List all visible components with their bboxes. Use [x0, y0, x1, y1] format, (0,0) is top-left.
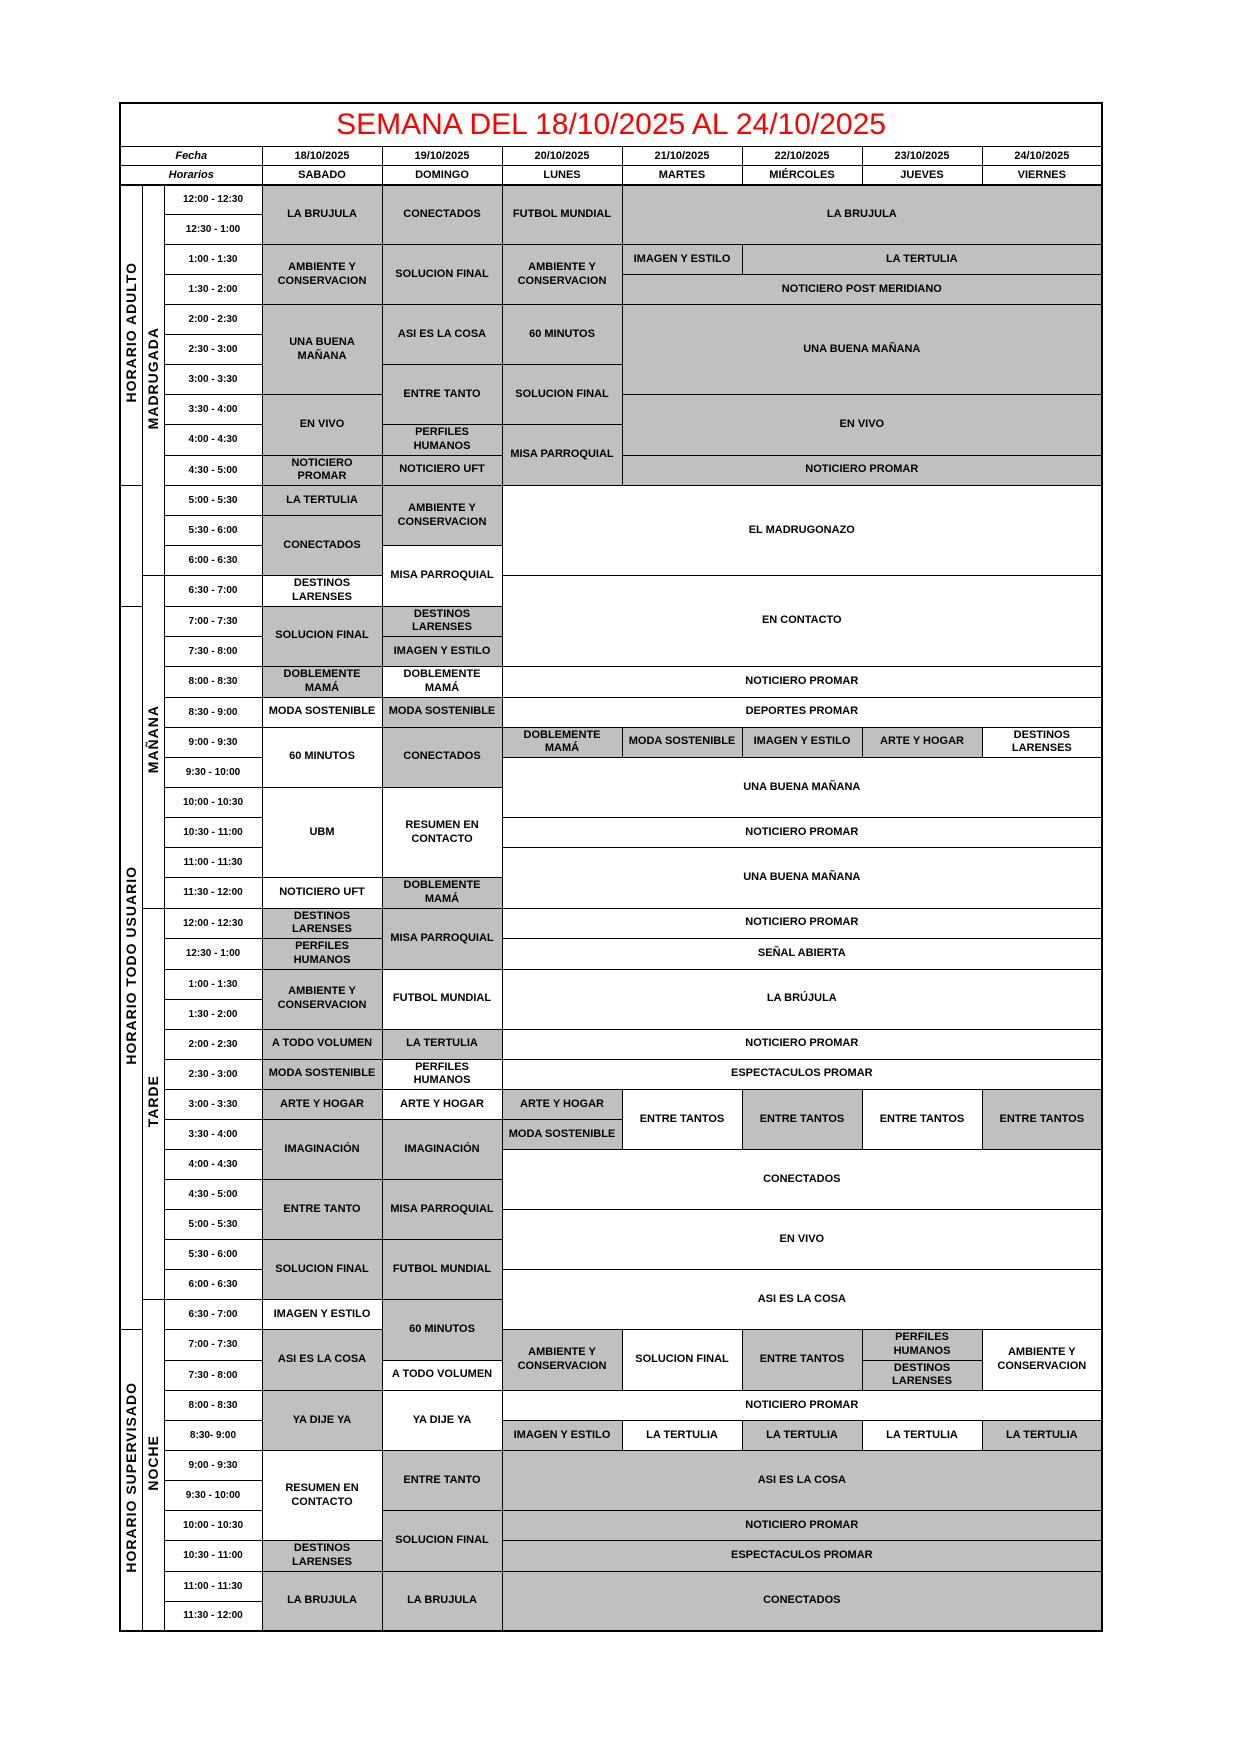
time-slot: 10:30 - 11:00: [164, 818, 262, 848]
program-cell: ENTRE TANTOS: [622, 1090, 742, 1150]
time-slot: 5:00 - 5:30: [164, 1210, 262, 1240]
program-cell: DESTINOS LARENSES: [382, 606, 502, 637]
time-slot: 11:30 - 12:00: [164, 1601, 262, 1631]
schedule-row: [120, 185, 1102, 215]
program-cell: 60 MINUTOS: [382, 1300, 502, 1361]
time-slot: 3:30 - 4:00: [164, 395, 262, 425]
program-cell: DESTINOS LARENSES: [262, 576, 382, 607]
time-slot: 8:00 - 8:30: [164, 1391, 262, 1421]
program-cell: CONECTADOS: [502, 1571, 1102, 1631]
program-cell: SOLUCION FINAL: [262, 1240, 382, 1300]
section-label: [120, 606, 142, 1330]
schedule-row: [120, 908, 1102, 939]
program-cell: ASI ES LA COSA: [502, 1270, 1102, 1330]
date-header: 20/10/2025: [502, 147, 622, 166]
schedule-row: [120, 667, 1102, 698]
time-slot: 12:00 - 12:30: [164, 908, 262, 939]
period-label-text: MADRUGADA: [145, 326, 161, 429]
program-cell: A TODO VOLUMEN: [262, 1029, 382, 1059]
day-row: [120, 166, 1102, 185]
time-slot: 4:00 - 4:30: [164, 425, 262, 456]
program-cell: DESTINOS LARENSES: [982, 727, 1102, 758]
time-slot: 6:00 - 6:30: [164, 546, 262, 576]
program-cell: IMAGEN Y ESTILO: [502, 1421, 622, 1451]
schedule-row: [120, 727, 1102, 758]
time-slot: 9:30 - 10:00: [164, 758, 262, 788]
program-cell: ASI ES LA COSA: [262, 1330, 382, 1391]
program-cell: ENTRE TANTOS: [742, 1090, 862, 1150]
day-header: MIÉRCOLES: [742, 166, 862, 185]
program-cell: LA BRUJULA: [622, 185, 1102, 245]
program-cell: LA TERTULIA: [382, 1029, 502, 1059]
program-cell: ESPECTACULOS PROMAR: [502, 1541, 1102, 1572]
schedule-row: [120, 1090, 1102, 1120]
period-label-text: TARDE: [145, 1075, 161, 1128]
schedule-row: [120, 969, 1102, 999]
time-slot: 5:00 - 5:30: [164, 486, 262, 516]
program-cell: NOTICIERO PROMAR: [502, 1511, 1102, 1541]
section-label: [120, 1330, 142, 1632]
program-cell: FUTBOL MUNDIAL: [502, 185, 622, 245]
program-cell: FUTBOL MUNDIAL: [382, 969, 502, 1029]
time-slot: 1:00 - 1:30: [164, 969, 262, 999]
program-cell: DOBLEMENTE MAMÁ: [502, 727, 622, 758]
date-header: 18/10/2025: [262, 147, 382, 166]
section-label-text: HORARIO ADULTO: [123, 262, 140, 403]
schedule-row: [120, 1029, 1102, 1059]
period-label-text: NOCHE: [145, 1434, 161, 1491]
time-slot: 12:30 - 1:00: [164, 215, 262, 245]
program-cell: ESPECTACULOS PROMAR: [502, 1059, 1102, 1090]
program-cell: LA TERTULIA: [862, 1421, 982, 1451]
program-cell: PERFILES HUMANOS: [382, 425, 502, 456]
program-cell: SOLUCION FINAL: [502, 365, 622, 425]
schedule-row: [120, 305, 1102, 335]
time-slot: 11:00 - 11:30: [164, 848, 262, 878]
time-slot: 1:30 - 2:00: [164, 275, 262, 305]
program-cell: CONECTADOS: [502, 1150, 1102, 1210]
program-cell: SOLUCION FINAL: [622, 1330, 742, 1391]
program-cell: MODA SOSTENIBLE: [262, 697, 382, 727]
program-cell: PERFILES HUMANOS: [262, 939, 382, 970]
program-cell: DESTINOS LARENSES: [262, 908, 382, 939]
program-cell: MODA SOSTENIBLE: [502, 1120, 622, 1150]
program-cell: DESTINOS LARENSES: [262, 1541, 382, 1572]
time-slot: 1:00 - 1:30: [164, 245, 262, 275]
program-cell: AMBIENTE Y CONSERVACION: [262, 245, 382, 305]
program-cell: IMAGEN Y ESTILO: [382, 637, 502, 667]
program-cell: NOTICIERO POST MERIDIANO: [622, 275, 1102, 305]
program-cell: MISA PARROQUIAL: [502, 425, 622, 486]
time-slot: 9:00 - 9:30: [164, 1451, 262, 1481]
program-cell: SOLUCION FINAL: [382, 1511, 502, 1572]
section-label-text: HORARIO SUPERVISADO: [123, 1382, 140, 1573]
program-cell: NOTICIERO PROMAR: [502, 667, 1102, 698]
program-cell: UBM: [262, 788, 382, 878]
time-slot: 2:00 - 2:30: [164, 305, 262, 335]
period-label: [142, 1300, 164, 1632]
weekly-schedule-table: [119, 102, 1103, 1632]
period-label: [142, 185, 164, 576]
program-cell: EN VIVO: [622, 395, 1102, 456]
program-cell: ENTRE TANTO: [382, 365, 502, 425]
time-slot: 5:30 - 6:00: [164, 1240, 262, 1270]
schedule-row: [120, 576, 1102, 607]
time-slot: 6:30 - 7:00: [164, 1300, 262, 1330]
date-header: 24/10/2025: [982, 147, 1102, 166]
program-cell: ASI ES LA COSA: [382, 305, 502, 365]
program-cell: NOTICIERO UFT: [382, 455, 502, 486]
program-cell: LA BRUJULA: [262, 185, 382, 245]
time-slot: 12:00 - 12:30: [164, 185, 262, 215]
program-cell: PERFILES HUMANOS: [862, 1330, 982, 1361]
program-cell: EN CONTACTO: [502, 576, 1102, 667]
program-cell: NOTICIERO UFT: [262, 878, 382, 909]
program-cell: DOBLEMENTE MAMÁ: [262, 667, 382, 698]
program-cell: YA DIJE YA: [262, 1391, 382, 1451]
time-slot: 7:30 - 8:00: [164, 637, 262, 667]
program-cell: SEÑAL ABIERTA: [502, 939, 1102, 970]
program-cell: FUTBOL MUNDIAL: [382, 1240, 502, 1300]
program-cell: MISA PARROQUIAL: [382, 908, 502, 969]
schedule-row: [120, 939, 1102, 970]
program-cell: AMBIENTE Y CONSERVACION: [502, 1330, 622, 1391]
program-cell: IMAGEN Y ESTILO: [622, 245, 742, 275]
time-slot: 3:00 - 3:30: [164, 365, 262, 395]
fecha-label: Fecha: [120, 147, 262, 166]
program-cell: LA TERTULIA: [742, 245, 1102, 275]
time-slot: 7:00 - 7:30: [164, 1330, 262, 1361]
program-cell: SOLUCION FINAL: [262, 606, 382, 667]
day-header: JUEVES: [862, 166, 982, 185]
time-slot: 2:00 - 2:30: [164, 1029, 262, 1059]
program-cell: DOBLEMENTE MAMÁ: [382, 878, 502, 909]
time-slot: 10:30 - 11:00: [164, 1541, 262, 1572]
schedule-row: [120, 1391, 1102, 1421]
date-header: 23/10/2025: [862, 147, 982, 166]
program-cell: MODA SOSTENIBLE: [262, 1059, 382, 1090]
period-label: [142, 576, 164, 909]
program-cell: IMAGEN Y ESTILO: [262, 1300, 382, 1330]
program-cell: ENTRE TANTO: [382, 1451, 502, 1511]
program-cell: RESUMEN EN CONTACTO: [262, 1451, 382, 1541]
program-cell: NOTICIERO PROMAR: [262, 455, 382, 486]
program-cell: MISA PARROQUIAL: [382, 1180, 502, 1240]
program-cell: NOTICIERO PROMAR: [502, 908, 1102, 939]
time-slot: 9:00 - 9:30: [164, 727, 262, 758]
time-slot: 2:30 - 3:00: [164, 335, 262, 365]
program-cell: ENTRE TANTOS: [742, 1330, 862, 1391]
program-cell: MODA SOSTENIBLE: [622, 727, 742, 758]
program-cell: SOLUCION FINAL: [382, 245, 502, 305]
date-row: [120, 147, 1102, 166]
program-cell: IMAGEN Y ESTILO: [742, 727, 862, 758]
time-slot: 2:30 - 3:00: [164, 1059, 262, 1090]
date-header: 19/10/2025: [382, 147, 502, 166]
day-header: SABADO: [262, 166, 382, 185]
program-cell: ASI ES LA COSA: [502, 1451, 1102, 1511]
time-slot: 9:30 - 10:00: [164, 1481, 262, 1511]
section-label-text: HORARIO TODO USUARIO: [123, 865, 140, 1065]
program-cell: DOBLEMENTE MAMÁ: [382, 667, 502, 698]
time-slot: 4:30 - 5:00: [164, 1180, 262, 1210]
time-slot: 11:00 - 11:30: [164, 1571, 262, 1601]
program-cell: AMBIENTE Y CONSERVACION: [982, 1330, 1102, 1391]
program-cell: ARTE Y HOGAR: [262, 1090, 382, 1120]
program-cell: CONECTADOS: [382, 185, 502, 245]
program-cell: NOTICIERO PROMAR: [502, 1391, 1102, 1421]
time-slot: 5:30 - 6:00: [164, 516, 262, 546]
schedule-body: [120, 185, 1102, 1632]
program-cell: AMBIENTE Y CONSERVACION: [382, 486, 502, 546]
schedule-row: [120, 486, 1102, 516]
program-cell: NOTICIERO PROMAR: [622, 455, 1102, 486]
schedule-row: [120, 1330, 1102, 1361]
program-cell: ENTRE TANTOS: [862, 1090, 982, 1150]
day-header: MARTES: [622, 166, 742, 185]
time-slot: 1:30 - 2:00: [164, 999, 262, 1029]
program-cell: LA BRÚJULA: [502, 969, 1102, 1029]
page-title: SEMANA DEL 18/10/2025 AL 24/10/2025: [120, 103, 1102, 147]
time-slot: 6:00 - 6:30: [164, 1270, 262, 1300]
day-header: VIERNES: [982, 166, 1102, 185]
program-cell: AMBIENTE Y CONSERVACION: [262, 969, 382, 1029]
time-slot: 8:30 - 9:00: [164, 697, 262, 727]
title-row: [120, 103, 1102, 147]
day-header: DOMINGO: [382, 166, 502, 185]
program-cell: UNA BUENA MAÑANA: [502, 848, 1102, 909]
program-cell: EN VIVO: [502, 1210, 1102, 1270]
program-cell: IMAGINACIÓN: [382, 1120, 502, 1180]
time-slot: 10:00 - 10:30: [164, 1511, 262, 1541]
program-cell: ENTRE TANTO: [262, 1180, 382, 1240]
program-cell: A TODO VOLUMEN: [382, 1360, 502, 1391]
time-slot: 4:30 - 5:00: [164, 455, 262, 486]
date-header: 21/10/2025: [622, 147, 742, 166]
program-cell: DESTINOS LARENSES: [862, 1360, 982, 1391]
program-cell: DEPORTES PROMAR: [502, 697, 1102, 727]
program-cell: ARTE Y HOGAR: [862, 727, 982, 758]
program-cell: IMAGINACIÓN: [262, 1120, 382, 1180]
program-cell: CONECTADOS: [382, 727, 502, 788]
program-cell: RESUMEN EN CONTACTO: [382, 788, 502, 878]
time-slot: 7:00 - 7:30: [164, 606, 262, 637]
program-cell: NOTICIERO PROMAR: [502, 1029, 1102, 1059]
program-cell: LA BRUJULA: [262, 1571, 382, 1631]
time-slot: 8:00 - 8:30: [164, 667, 262, 698]
program-cell: LA BRUJULA: [382, 1571, 502, 1631]
program-cell: ENTRE TANTOS: [982, 1090, 1102, 1150]
program-cell: UNA BUENA MAÑANA: [622, 305, 1102, 395]
day-header: LUNES: [502, 166, 622, 185]
date-header: 22/10/2025: [742, 147, 862, 166]
program-cell: UNA BUENA MAÑANA: [502, 758, 1102, 818]
time-slot: 6:30 - 7:00: [164, 576, 262, 607]
schedule-row: [120, 1059, 1102, 1090]
program-cell: UNA BUENA MAÑANA: [262, 305, 382, 395]
program-cell: LA TERTULIA: [982, 1421, 1102, 1451]
time-slot: 11:30 - 12:00: [164, 878, 262, 909]
time-slot: 4:00 - 4:30: [164, 1150, 262, 1180]
period-label-text: MAÑANA: [145, 705, 161, 774]
program-cell: LA TERTULIA: [742, 1421, 862, 1451]
section-label: [120, 185, 142, 486]
time-slot: 12:30 - 1:00: [164, 939, 262, 970]
program-cell: YA DIJE YA: [382, 1391, 502, 1451]
program-cell: MISA PARROQUIAL: [382, 546, 502, 607]
schedule-row: [120, 1541, 1102, 1572]
horarios-label: Horarios: [120, 166, 262, 185]
program-cell: AMBIENTE Y CONSERVACION: [502, 245, 622, 305]
schedule-row: [120, 697, 1102, 727]
schedule-row: [120, 1451, 1102, 1481]
program-cell: EN VIVO: [262, 395, 382, 456]
program-cell: ARTE Y HOGAR: [382, 1090, 502, 1120]
program-cell: 60 MINUTOS: [502, 305, 622, 365]
schedule-row: [120, 245, 1102, 275]
schedule-row: [120, 1571, 1102, 1601]
program-cell: CONECTADOS: [262, 516, 382, 576]
program-cell: ARTE Y HOGAR: [502, 1090, 622, 1120]
time-slot: 10:00 - 10:30: [164, 788, 262, 818]
time-slot: 8:30- 9:00: [164, 1421, 262, 1451]
time-slot: 3:00 - 3:30: [164, 1090, 262, 1120]
program-cell: LA TERTULIA: [262, 486, 382, 516]
section-label: [120, 486, 142, 607]
time-slot: 7:30 - 8:00: [164, 1360, 262, 1391]
program-cell: NOTICIERO PROMAR: [502, 818, 1102, 848]
program-cell: 60 MINUTOS: [262, 727, 382, 788]
program-cell: LA TERTULIA: [622, 1421, 742, 1451]
time-slot: 3:30 - 4:00: [164, 1120, 262, 1150]
program-cell: MODA SOSTENIBLE: [382, 697, 502, 727]
period-label: [142, 908, 164, 1300]
program-cell: EL MADRUGONAZO: [502, 486, 1102, 576]
program-cell: PERFILES HUMANOS: [382, 1059, 502, 1090]
